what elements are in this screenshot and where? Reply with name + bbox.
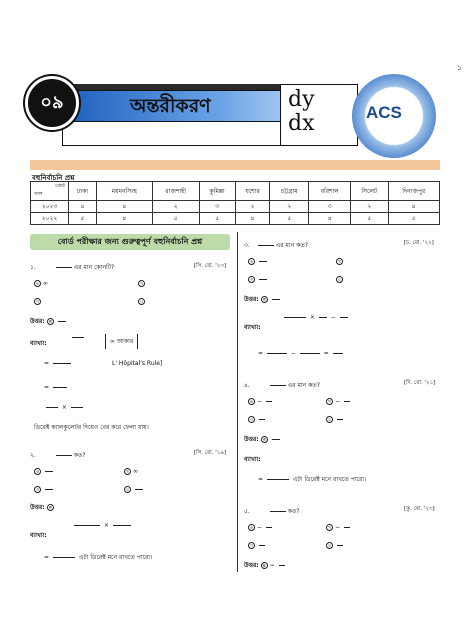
orange-separator [30,160,440,170]
dy-dx-symbol: dy dx [288,87,315,136]
count-cell: ২ [235,201,270,213]
board-header: চট্টগ্রাম [270,182,309,201]
q1-explain-label: ব্যাখ্যা: [30,340,47,347]
count-cell: ৫ [199,213,235,225]
board-header: সিলেট [351,182,388,201]
q3-option-ga[interactable]: গ [248,276,269,283]
q4-option-ka[interactable]: ক − [248,398,274,405]
count-cell: ৪ [309,213,351,225]
count-cell: ৪ [388,201,440,213]
board-header: ঢাকা [69,182,97,201]
q1-answer: উত্তর: গ [30,316,68,327]
q1-option-kha[interactable]: খ [138,280,147,287]
q3-step-1: = − = [258,350,345,357]
count-cell: ২ [351,201,388,213]
acs-logo: ACS [366,103,402,122]
year-cell: ২০২৩ [31,201,69,213]
q1-option-ka[interactable]: ক ∞ [34,280,48,287]
chapter-number-badge: ০৯ [25,76,79,130]
count-cell: ৫ [388,213,440,225]
count-cell: ৪ [96,213,152,225]
board-header: যশোর [235,182,270,201]
q5-option-gha[interactable]: ঘ [326,542,345,549]
count-cell: ৩ [199,201,235,213]
q3-option-kha[interactable]: খ [336,258,345,265]
q4-option-kha[interactable]: খ − [326,398,352,405]
q2-option-kha[interactable]: খ ∞ [124,468,138,475]
year-cell: ২০২২ [31,213,69,225]
count-cell: ৩ [309,201,351,213]
section-label: বহুনির্বাচনি প্রশ্ন [32,174,75,182]
q1-option-gha[interactable]: ঘ [138,298,147,305]
q1-option-ga[interactable]: গ [34,298,43,305]
count-cell: ৪ [69,201,97,213]
count-cell: ২ [152,201,199,213]
q3-explain-fraction: × − [282,314,350,321]
table-row [31,213,440,225]
q2-option-ka[interactable]: ক [34,468,55,475]
q5-option-kha[interactable]: খ − [326,524,352,531]
page-number: ১ [456,63,462,72]
q1-step-1: = [44,360,73,367]
question-1-citation: [সি. বো. '২৩] [194,263,227,269]
q5-option-ga[interactable]: গ [248,542,267,549]
board-header: ময়মনসিংহ [96,182,152,201]
q3-answer: উত্তর: গ [244,294,282,305]
question-3-citation: [চ. বো. '২২] [404,240,434,246]
count-cell: ৫ [152,213,199,225]
count-cell: ৫ [69,213,97,225]
q3-option-ka[interactable]: ক [248,258,269,265]
calculator-note: ডিরেক্ট ক্যালকুলেটর দিয়েও বের করে ফেলা যায়। [34,424,149,431]
question-1: ১. এর মান কোনটি? [30,264,115,271]
board-header: দিনাজপুর [388,182,440,201]
q1-step-2: = [44,384,69,391]
q2-answer: উত্তর: গ [30,502,56,513]
board-frequency-table [30,181,440,225]
count-cell: ৪ [235,213,270,225]
count-cell: ৪ [96,201,152,213]
q1-bracket-form: ∞ আকার [105,334,138,349]
q5-answer: উত্তর: ঘ − [244,560,287,571]
question-5-citation: [কু. বো. '২৩] [404,506,435,512]
q2-explain-label: ব্যাখ্যা: [30,532,47,539]
table-corner-cell: বোর্ড সাল [31,182,69,201]
q3-explain-label: ব্যাখ্যা: [244,324,261,331]
important-mcq-heading: বোর্ড পরীক্ষার জন্য গুরুত্বপূর্ণ বহুনির্বাচনি প্রশ্ন [30,234,230,250]
q4-answer: উত্তর: গ [244,434,282,445]
q2-option-ga[interactable]: গ [34,486,55,493]
q1-explain-fraction [70,334,86,341]
hospital-rule-note: L' Hôpital's Rule] [112,360,163,367]
q3-option-gha[interactable]: ঘ [336,276,345,283]
q2-option-gha[interactable]: ঘ [124,486,145,493]
q1-step-3: × [44,404,85,411]
chapter-title: অন্তরীকরণ [130,95,211,117]
q4-option-gha[interactable]: ঘ [326,416,345,423]
count-cell: ৫ [351,213,388,225]
question-3: ৩. এর মান কত? [244,242,308,249]
q2-explain-fraction: × [72,522,133,529]
question-5: ৫. কত? [244,508,300,515]
board-header: কুমিল্লা [199,182,235,201]
board-header: রাজশাহী [152,182,199,201]
column-divider [237,232,238,572]
q4-option-ga[interactable]: গ [248,416,267,423]
q5-option-ka[interactable]: ক − [248,524,274,531]
question-2: ২. কত? [30,452,86,459]
board-header: বরিশাল [309,182,351,201]
q4-explain-label: ব্যাখ্যা: [244,456,261,463]
q2-step-1: = এটা ডিরেক্ট মনে রাখতে পারো। [44,554,153,561]
table-row [31,201,440,213]
count-cell: ২ [270,201,309,213]
q4-step-1: = এটা ডিরেক্ট মনে রাখতে পারো। [258,476,367,483]
question-4-citation: [দি. বো. '২১] [404,380,436,386]
count-cell: ৫ [270,213,309,225]
question-4: ৪. এর মান কত? [244,382,320,389]
question-2-citation: [সি. বো. '১৯] [194,450,227,456]
